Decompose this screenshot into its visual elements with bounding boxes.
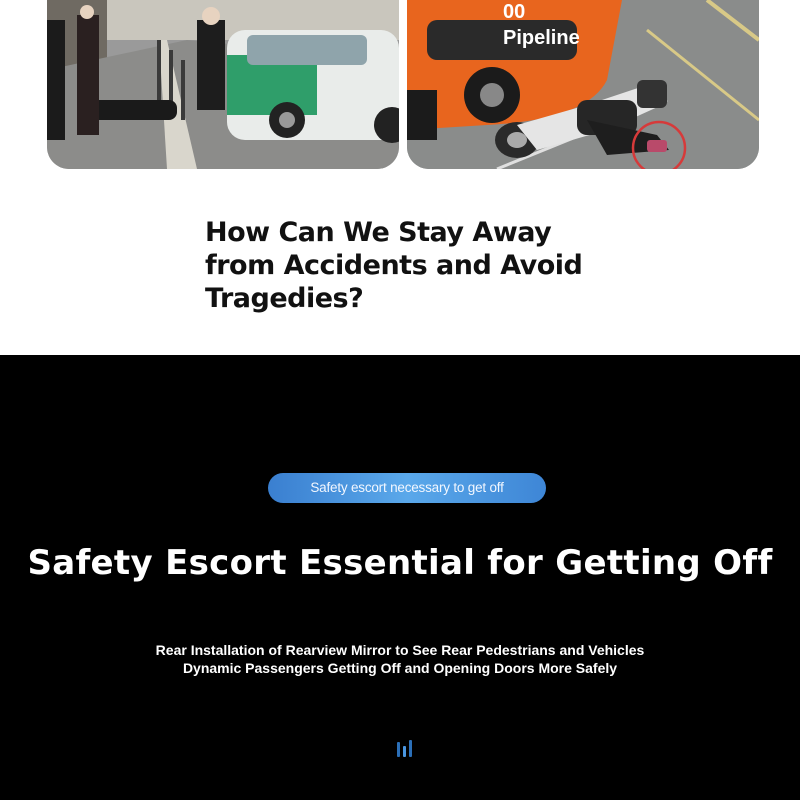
scooter-crash-image [407, 0, 759, 169]
street-scene-image [47, 0, 399, 169]
top-section [0, 0, 800, 355]
accident-photo-right [407, 0, 759, 169]
accident-photo-left [47, 0, 399, 169]
safety-badge: Safety escort necessary to get off [268, 473, 546, 503]
dark-section [0, 355, 800, 800]
overlay-number: 00 [503, 1, 526, 23]
audio-bars-icon [396, 739, 418, 759]
description: Rear Installation of Rearview Mirror to See Rear Pedestrians and Vehicles Dynamic Passengers Getting Off and Opening Doors More Safely [155, 642, 645, 676]
headline: How Can We Stay Away from Accidents and Avoid Tragedies? [205, 217, 583, 314]
main-title: Safety Escort Essential for Getting Off [27, 543, 773, 583]
overlay-word: Pipeline [503, 27, 580, 49]
